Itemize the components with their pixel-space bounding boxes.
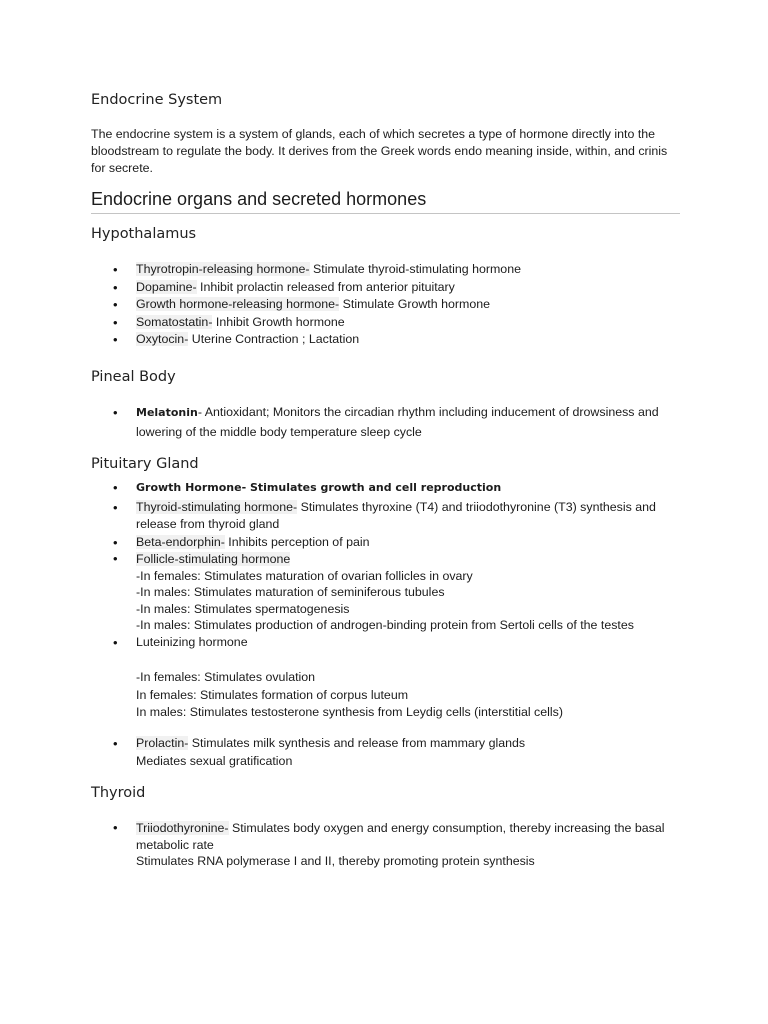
list-item — [0, 403, 676, 442]
list-item — [0, 296, 676, 314]
fsh-line: -In males: Stimulates spermatogenesis — [136, 601, 350, 616]
hormone-desc: Stimulate Growth hormone — [339, 297, 490, 311]
list-item — [0, 314, 676, 332]
hormone-term: Luteinizing hormone — [136, 634, 248, 649]
lh-line: In females: Stimulates formation of corpus luteum — [136, 687, 409, 702]
hormone-term: Triiodothyronine- — [136, 821, 229, 835]
fsh-line: -In males: Stimulates production of androgen-binding protein from Sertoli cells of the testes — [136, 618, 634, 632]
lh-line: In males: Stimulates testosterone synthesis from Leydig cells (interstitial cells) — [136, 705, 563, 719]
hypothalamus-list — [0, 261, 676, 349]
growth-hormone-line: Growth Hormone- Stimulates growth and cell reproduction — [136, 481, 502, 494]
list-item — [0, 634, 676, 652]
prolactin-extra: Mediates sexual gratification — [136, 753, 293, 768]
pineal-heading: Pineal Body — [91, 369, 176, 385]
lh-details — [136, 669, 696, 722]
hormone-term: Dopamine- — [136, 279, 197, 294]
pituitary-heading: Pituitary Gland — [91, 456, 199, 472]
pituitary-list-a — [0, 479, 676, 651]
t3-extra: Stimulates RNA polymerase I and II, thereby promoting protein synthesis — [136, 854, 535, 868]
list-item — [0, 820, 676, 870]
hormone-term: Growth hormone-releasing hormone- — [136, 297, 340, 311]
hormone-desc: Inhibits perception of pain — [224, 534, 370, 549]
hormone-desc: Uterine Contraction ; Lactation — [188, 332, 360, 346]
pituitary-list-b — [0, 735, 676, 770]
hormone-desc: Inhibit Growth hormone — [212, 314, 345, 329]
pineal-list — [0, 403, 676, 442]
hormone-desc: Stimulates thyroxine (T4) and triiodothyronine (T3) synthesis and release from thyroid gland — [136, 499, 656, 531]
lh-line: -In females: Stimulates ovulation — [136, 670, 316, 684]
fsh-line: -In females: Stimulates maturation of ovarian follicles in ovary — [136, 568, 473, 583]
list-item — [0, 261, 676, 279]
hormone-term: Somatostatin- — [136, 314, 213, 329]
hormone-term: Melatonin — [136, 406, 198, 419]
intro-paragraph: The endocrine system is a system of glands, each of which secretes a type of hormone directly into the bloodstream to regulate the body. It derives from the Greek words endo meaning inside, within, and crinis for secrete. — [91, 127, 668, 175]
fsh-line: -In males: Stimulates maturation of seminiferous tubules — [136, 585, 445, 599]
hormone-desc: Stimulate thyroid-stimulating hormone — [309, 262, 521, 276]
list-item — [0, 279, 676, 297]
hormone-desc: Stimulates milk synthesis and release from mammary glands — [188, 736, 526, 750]
list-item — [0, 499, 676, 534]
list-item — [0, 735, 676, 770]
list-item — [0, 479, 676, 497]
hormone-term: Oxytocin- — [136, 332, 189, 346]
section-divider — [91, 213, 680, 214]
hormone-desc: Inhibit prolactin released from anterior pituitary — [196, 279, 455, 294]
page-title: Endocrine System — [91, 92, 223, 108]
hypothalamus-heading: Hypothalamus — [91, 226, 197, 242]
section-heading: Endocrine organs and secreted hormones — [91, 189, 427, 209]
hormone-desc: - Antioxidant; Monitors the circadian rhythm including inducement of drowsiness and lowering of the middle body temperature sleep cycle — [136, 405, 659, 439]
hormone-term: Thyrotropin-releasing hormone- — [136, 262, 310, 276]
hormone-desc: Stimulates body oxygen and energy consumption, thereby increasing the basal metabolic rate — [136, 821, 665, 852]
hormone-term: Thyroid-stimulating hormone- — [136, 499, 298, 514]
thyroid-heading: Thyroid — [91, 785, 146, 801]
list-item — [0, 551, 676, 634]
hormone-term: Follicle-stimulating hormone — [136, 552, 291, 566]
hormone-term: Prolactin- — [136, 736, 189, 750]
list-item — [0, 331, 676, 349]
hormone-term: Beta-endorphin- — [136, 534, 225, 549]
thyroid-list — [0, 820, 676, 870]
list-item — [0, 534, 676, 552]
